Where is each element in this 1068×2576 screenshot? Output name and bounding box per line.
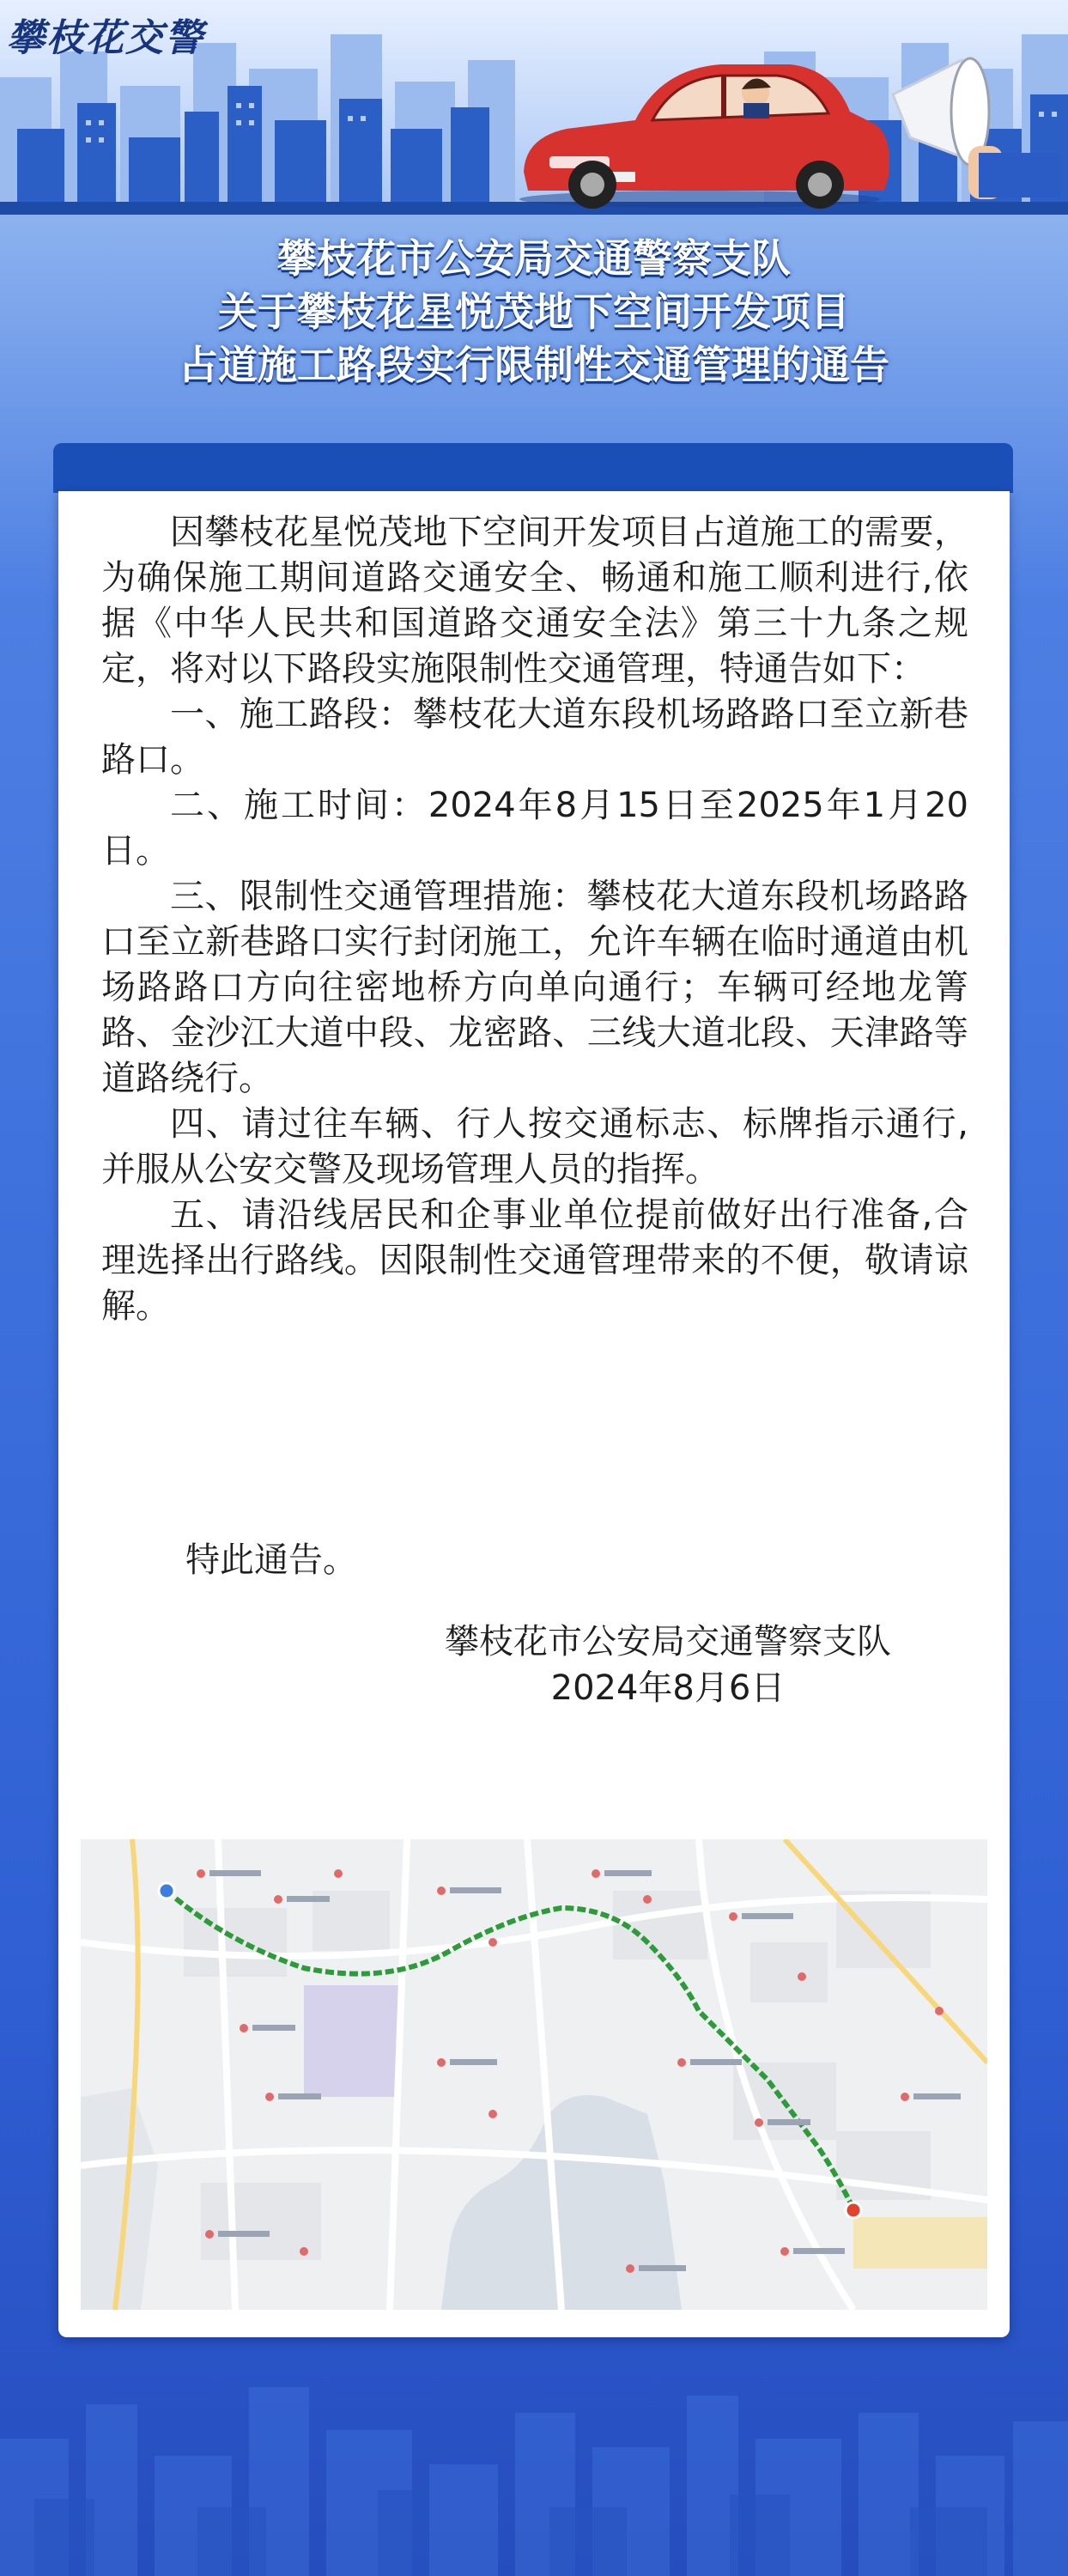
route-start-marker [159, 1883, 174, 1899]
item-residents: 五、请沿线居民和企事业单位提前做好出行准备,合理选择出行路线。因限制性交通管理带来的不便，敬请谅解。 [101, 1195, 968, 1326]
logo: 攀枝花交警 [7, 16, 204, 60]
item-traffic-measures: 三、限制性交通管理措施：攀枝花大道东段机场路路口至立新巷路口实行封闭施工，允许车辆在临时通道由机场路路口方向往密地桥方向单向通行；车辆可经地龙箐路、金沙江大道中段、龙密路、三线大道北段、天津路等道路绕行。 [101, 877, 968, 1098]
signature-block [393, 1619, 943, 1711]
title-line-2: 关于攀枝花星悦茂地下空间开发项目 [218, 289, 850, 335]
item-compliance: 四、请过往车辆、行人按交通标志、标牌指示通行,并服从公安交警及现场管理人员的指挥。 [101, 1104, 968, 1189]
item-construction-time: 二、施工时间：2024年8月15日至2025年1月20日。 [101, 786, 968, 871]
signer-name: 攀枝花市公安局交通警察支队 [445, 1622, 891, 1662]
park-area [304, 1985, 398, 2097]
title-line-1: 攀枝花市公安局交通警察支队 [277, 235, 791, 282]
notice-body [101, 510, 968, 1329]
title-line-3: 占道施工路段实行限制性交通管理的通告 [179, 342, 889, 388]
notice-card [58, 491, 1010, 2337]
card-header-bar [53, 443, 1013, 493]
route-map [81, 1839, 987, 2310]
header-banner [0, 0, 1068, 215]
item-construction-section: 一、施工路段：攀枝花大道东段机场路路口至立新巷路口。 [101, 695, 968, 780]
intro-paragraph: 因攀枝花星悦茂地下空间开发项目占道施工的需要，为确保施工期间道路交通安全、畅通和施工顺利进行,依据《中华人民共和国道路交通安全法》第三十九条之规定，将对以下路段实施限制性交通管理，特通告如下： [101, 513, 968, 689]
closing-text: 特此通告。 [185, 1540, 357, 1580]
route-end-marker [846, 2202, 861, 2218]
notice-title [0, 232, 1068, 392]
map-illustration [81, 1839, 987, 2310]
footer-skyline-illustration [0, 2336, 1068, 2576]
signature-date: 2024年8月6日 [550, 1668, 786, 1708]
